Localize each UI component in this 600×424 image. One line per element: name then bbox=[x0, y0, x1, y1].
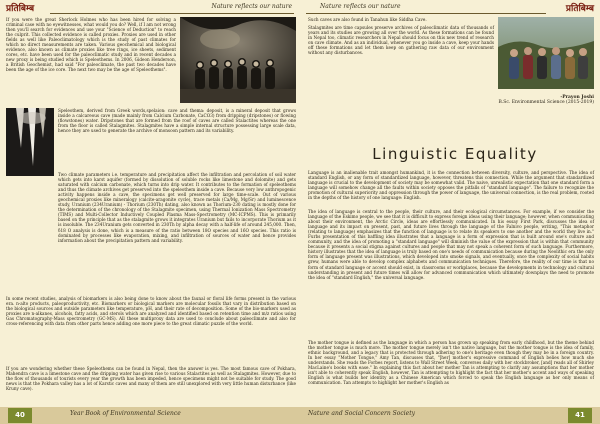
paragraph-mother-tongue: The mother tongue is defined as the language in which a person has grown up speaking from early childhood, but the theme behind the mother tongue is much more. The mother tongue merely isn't the native language, but the mother tongue is the idea of family, ethnic background, and a legacy that is protected through adhering to one's heritage even though they may be in a foreign country. In her essay "Mother Tongue," Amy Tan, discusses that, "[her] mother's expressive command of English belies how much she understands. She reads the Forbes report, listens to Wall Street Week, converses daily with her stockbroker, [and] reads all of Shirley MacLaine's books with ease." In explaining this fact about her mother Tan is attempting to clarify any assumptions that her mother isn't able to coherently speak English, however, Tan is attempting to highlight the fact that her mother's accent and ways of speaking English is what builds her identity as a Chinese American which forced to speak the English language as her only means of communication. Tan attempts to highlight her mother's English as bbox=[308, 340, 594, 386]
author-name: -Prayon Joshi bbox=[560, 95, 594, 100]
page-number: 40 bbox=[8, 408, 32, 423]
footer-title: Year Book of Environmental Science bbox=[70, 410, 181, 417]
paragraph-speleothem: Speleothem, derived from Greek words,spelaion: cave and thema: deposit, is a mineral deposit that grows inside a calcareous cave (made mainly from Calcium Carbonate, CaCO3) from dripping (dripstones) or flowing (flowstones) water. Dripstones that are formed from the roof of caves are called Stalactites whereas the one from the floor is called Stalagmites. Stalagmites have a simple internal structure possessing large scale data, hence they are used to generate the archive of monsoon pattern and its variability. bbox=[58, 108, 296, 134]
page-number: 41 bbox=[568, 408, 592, 423]
paragraph-linguistic-intro: Language is an inalienable trait amongst humankind, it is the connection between diversity, culture, and perspective. The idea of standard English, or any form of standardized language, however, threatens this connection. While the argument that standardized language is crucial to the development of society may be somewhat valid. The naive, unrealistic expectation that one standard form a language will somehow change all the faults within society opposes the pitfalls of "standard language". The failure to recognize the promotion of cultural superiority and oppression through the power of language, the universal connection, is the real problem, rooted in the depths of the history of one language: English. bbox=[308, 170, 594, 201]
paragraph-intro: If you were the great Sherlock Holmes who has been hired for solving a criminal case with no eyewitnesses, what would you do? Well, if I am not wrong then you'll search for evidences and use your "Science of Deduction" to reach the culprit. This collected evidence is called proxies. Proxies are used in other fields as well like Paleoclimatology which is the study of past climates for which no direct measurements are taken. Various geochemical and biological evidence, also known as climate proxies like tree rings, ice sheets, sediment cores, etc. have been used for the paleoclimatic study and in recent decades a new proxy is being studied which is Speleothems. In 2006, Gideon Henderson, a British Geochemist, had said "For paleoclimate, the past two decades have been the age of the ice core. The next two may be the age of Speleothems". bbox=[6, 17, 176, 73]
brand-logo: प्रतिबिम्ब bbox=[565, 4, 594, 14]
header-tagline: Nature reflects our nature bbox=[211, 3, 292, 10]
author-signature bbox=[499, 95, 594, 105]
author-group-photo bbox=[498, 17, 594, 89]
stalactite-photo bbox=[6, 108, 54, 176]
paragraph-siddha-cave: Such caves are also found in Tanahun like Siddha Cave. Stalagmites are time capsules preserve archives of paleoclimatic data of thousands of years and its studies are growing all over the world. As these formations can be found in Nepal too, climatic researchers in Nepal should focus on this new trend of research on cave climate. And as an individual, whenever you go inside a cave, keep your hands off these formations and let them keep on gathering raw data of our environment without any disturbances. bbox=[308, 17, 494, 55]
right-page bbox=[300, 0, 600, 424]
footer-title: Nature and Social Concern Society bbox=[308, 410, 415, 417]
paragraph-language-culture: The idea of language is central to the people, their culture, and their ecological circumstances. For example, if we consider the language of the Eskimo people, we see that it is difficult to express foreign ideas using their language; however, when communicating about their environment, the Arctic Circle, ideas are effortlessly communicated. In his essay First Park, discusses the idea of language and its impact on present, past, and future lives through the language of the Falnivo people, writing, "This metaphor (relating to language) emphasizes that the function of language is to relate its speakers to one another and the world they live in." Furbs presentation of this baffling idea illustrates that a language is a form of expression that is built around one's culture and community, and the idea of promoting a "standard language" will diminish the value of the expression that is within that community because it presents a social stigma against cultures and people that may not speak a coherent form of such language. Furthermore, history illustrates that the idea of language is truly based on one's needs of communication because during the Neolithic era the only form of language present was illustrations, which developed into smoke signals, and eventually, once the complexity of social habits grew, humans were able to develop complex alphabets and communication techniques. Therefore, the reality of our time is that no form of standard language or accent should exist, in classrooms or workplaces, because the developments in technology and cultural understanding in present and future times will allow for advanced communication which ultimately downplays the need to promote the idea of "standard English," the universal language. bbox=[308, 209, 594, 280]
paragraph-nepal-caves: If you are wondering whether these Speleothems can be found in Nepal, then the answer is yes. The most famous cave of Pokhara, Mahendra cave is a limestone cave and the dripping water has given rise to various Stalactites as well as Stalagmites. However, due to the flow of thousands of tourists every year the growth has been impeded, hence specimens might not be suitable for study. The good news is that the Pokhara valley has a lot of Karstic caves and many of them are still unexplored with very little human disturbance (like Kruny cave). bbox=[6, 366, 296, 392]
cave-group-photo bbox=[180, 17, 296, 103]
header-rule bbox=[306, 13, 546, 14]
paragraph-biomarkers: In some recent studies, analysis of biomarkers is also being done to know about the faunal or floral life forms present in the various era. n-alto products, paleoproductivity, etc. Biomarkers or biological markers are molecular fossils that vary in distribution based on the biological sources and outside parameters like temperature, pH, and their rate of decomposition. Some of the bio-markers used as proxies are n-alkanes, alcohols, fatty acids, and sterols which are analyzed and identified based on retention time and m/z ratios using Gas Chromatography-Mass spectrometry (GC-MS). All these multiproxy data are used to conclude about paleoclimate and also for cross-referencing with data from other parts hence adding one more piece to the great climatic puzzle of the world. bbox=[6, 296, 296, 327]
article-title: Linguistic Equality bbox=[372, 145, 538, 163]
header-rule bbox=[50, 13, 294, 14]
author-program: B.Sc. Environmental Science (2015-2019) bbox=[498, 100, 594, 105]
brand-logo: प्रतिबिम्ब bbox=[6, 4, 35, 14]
paragraph-climate-params: Two climate parameters i.e. temperature and precipitation affect the infiltration and percolation of soil water which gets into karst aquifer (formed by dissolution of soluble rocks like limestone and dolomite) and gets saturated with calcium carbonate, which turns into drip water. It contributes to the formation of speleothems and thus the climate archives get preserved into the speleothem inside a cave. Because very low anthropogenic activity happens inside a cave, the specimens get well preserved for large time-scale. Out of various geochemical proxies like mineralogy (calcite-aragonite cycle), trace metals (Ca/Mg, Mg/Sr) and luminescence study, Uranium (234Uranium) - Thorium (230Th) dating, also known as Thorium-230 dating is mostly done for the determination of the chronology of the Stalagmite specimen, using Thermal Ionization Mass Spectrometry (TIMS) and Multi-Collector Inductively Coupled Plasma Mass-Spectrometry (MC-ICPMS). This is primarily based on the principle that as the stalagmite grows it integrates Uranium but fails to incorporate Thorium as it is insoluble. The 234Uranium gets converted in 230Th by alpha decay with a half-life of around 245,000. Then, δ18 O analysis is done, which is a measure of the ratio between 18O species and 16O species. This ratio is dominated by processes like evaporation, mixing, and infiltration of sources of water and hence provides information about the precipitation pattern and variability. bbox=[58, 172, 296, 243]
header-tagline: Nature reflects our nature bbox=[320, 3, 401, 10]
